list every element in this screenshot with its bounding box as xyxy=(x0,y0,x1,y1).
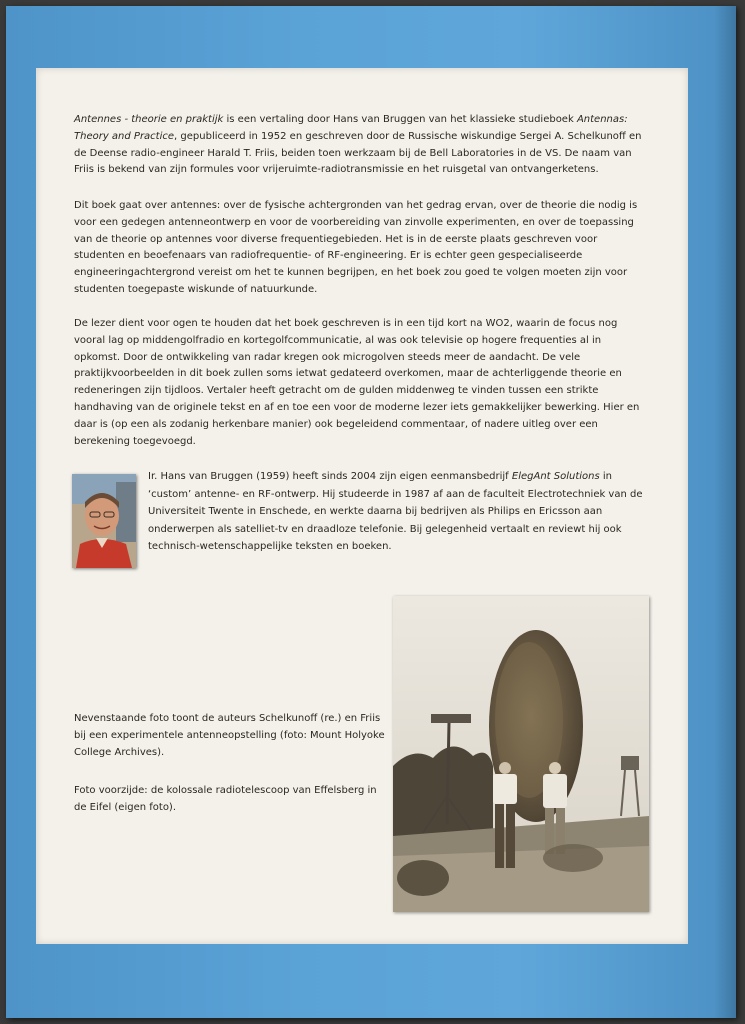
intro-text-a: is een vertaling door Hans van Bruggen van het klassieke studieboek xyxy=(223,114,577,125)
company-name: ElegAnt Solutions xyxy=(511,471,600,482)
antenna-photo-image xyxy=(393,596,649,912)
book-back-cover xyxy=(6,6,736,1018)
translator-bio xyxy=(148,468,646,556)
intro-text-b: , gepubliceerd in 1952 en geschreven door de Russische wiskundige Sergei A. Schelkunoff en de Deense radio-engineer Harald T. Friis, beiden toen werkzaam bij de Bell Laboratories in de VS. De naam van Friis is bekend van zijn formules voor vrijeruimte-radiotransmissie en het ruisgetal van ontvangerketens. xyxy=(74,130,642,176)
author-portrait-image xyxy=(72,474,136,568)
bio-text-a: Ir. Hans van Bruggen (1959) heeft sinds 2004 zijn eigen eenmansbedrijf xyxy=(148,471,512,482)
bio-text-b: in ‘custom’ antenne- en RF-ontwerp. Hij studeerde in 1987 af aan de faculteit Electrotechniek van de Universiteit Twente in Enschede, en werkte daarna bij bedrijven als Philips en Ericsson aan onderwerpen als satelliet-tv en draadloze telefonie. Bij gelegenheid vertaalt en reviewt hij ook technisch-wetenschappelijke teksten en boeken. xyxy=(148,471,643,553)
intro-paragraph xyxy=(74,112,649,179)
author-photo xyxy=(72,474,136,568)
original-title: Antennas: Theory and Practice xyxy=(74,114,628,142)
photo-caption: Nevenstaande foto toont de auteurs Schelkunoff (re.) en Friis bij een experimentele antenneopstelling (foto: Mount Holyoke College Archives). xyxy=(74,713,385,758)
book-title: Antennes - theorie en praktijk xyxy=(74,114,224,125)
content-paragraph: Dit boek gaat over antennes: over de fysische achtergronden van het gedrag ervan, over de theorie die nodig is voor een gedegen antenneontwerp en voor de voorbereiding van zinvolle experimenten, en over de toepassing van de theorie op antennes voor diverse frequentiegebieden. Het is in de eerste plaats geschreven voor studenten en beoefenaars van radiofrequentie- of RF-engineering. Er is echter geen gespecialiseerde engineeringachtergrond vereist om het te kunnen begrijpen, en het boek zou goed te volgen moeten zijn voor studenten toegepaste wiskunde of natuurkunde. xyxy=(74,200,638,295)
historical-antenna-photo xyxy=(393,596,649,912)
spine-shadow xyxy=(714,6,736,1018)
context-paragraph: De lezer dient voor ogen te houden dat het boek geschreven is in een tijd kort na WO2, waarin de focus nog vooral lag op middengolfradio en kortegolfcommunicatie, al was ook televisie op hogere frequenties al in opkomst. Door de ontwikkeling van radar kregen ook microgolven steeds meer de aandacht. De vele praktijkvoorbeelden in dit boek zullen soms ietwat gedateerd overkomen, maar de achterliggende theorie en redeneringen zijn tijdloos. Vertaler heeft getracht om de gulden middenweg te vinden tussen een strikte handhaving van de originele tekst en af en toe een voor de moderne lezer iets gemakkelijker bewerking. Hier en daar is (op een als zodanig herkenbare manier) ook begeleidend commentaar, of nadere uitleg over een berekening toegevoegd. xyxy=(74,318,640,447)
text-panel xyxy=(36,68,688,944)
cover-photo-caption: Foto voorzijde: de kolossale radiotelescoop van Effelsberg in de Eifel (eigen foto). xyxy=(74,785,377,813)
